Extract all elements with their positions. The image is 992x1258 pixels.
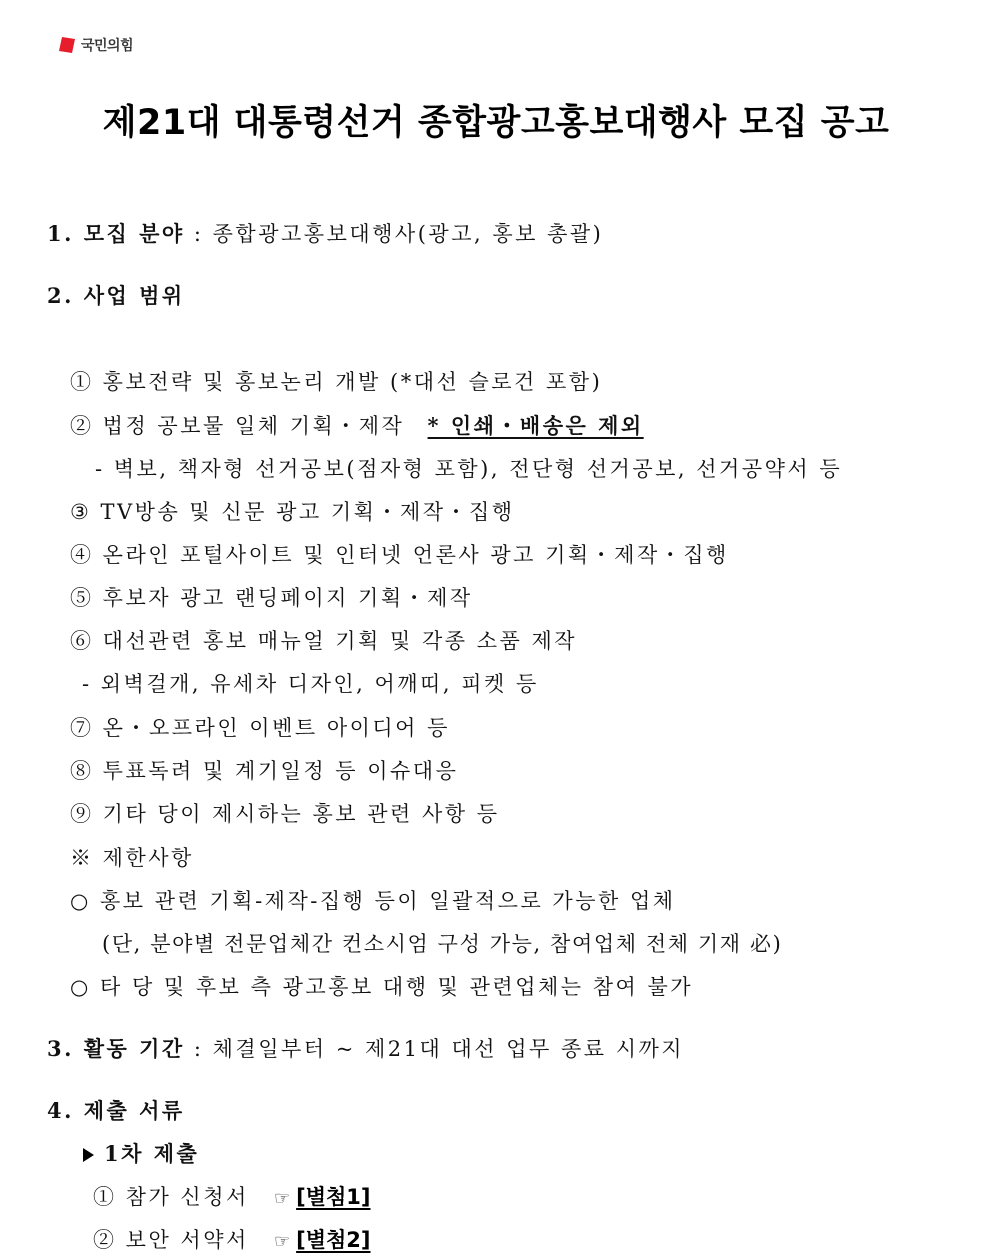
document-item-1-label: ① 참가 신청서 xyxy=(93,1185,249,1209)
restriction-heading: ※ 제한사항 xyxy=(70,846,194,870)
scope-item-2 xyxy=(70,412,644,440)
party-logo xyxy=(57,34,133,56)
section-heading: 1. 모집 분야 xyxy=(47,221,185,246)
first-submission-heading xyxy=(83,1140,199,1168)
scope-item-2-sub: - 벽보, 책자형 선거공보(점자형 포함), 전단형 선거공보, 선거공약서 등 xyxy=(95,457,843,481)
scope-item-2-text: ② 법정 공보물 일체 기획・제작 xyxy=(70,414,405,438)
party-logo-text: 국민의힘 xyxy=(81,38,134,54)
document-item-2 xyxy=(93,1226,371,1256)
pointing-hand-icon: ☞ xyxy=(273,1231,291,1252)
section-heading-scope: 2. 사업 범위 xyxy=(47,283,185,308)
scope-item-9: ⑨ 기타 당이 제시하는 홍보 관련 사항 등 xyxy=(70,802,500,826)
scope-item-6-sub: - 외벽걸개, 유세차 디자인, 어깨띠, 피켓 등 xyxy=(82,672,539,696)
scope-item-4: ④ 온라인 포털사이트 및 인터넷 언론사 광고 기획・제작・집행 xyxy=(70,543,729,567)
scope-item-3: ③ TV방송 및 신문 광고 기획・제작・집행 xyxy=(70,500,515,524)
attachment-link-2[interactable] xyxy=(274,1228,371,1252)
scope-item-2-note: * 인쇄・배송은 제외 xyxy=(427,413,644,438)
pointing-hand-icon: ☞ xyxy=(273,1188,291,1209)
triangle-bullet-icon xyxy=(83,1148,94,1162)
first-submission-label: 1차 제출 xyxy=(104,1141,200,1166)
restriction-item-2: ○ 타 당 및 후보 측 광고홍보 대행 및 관련업체는 참여 불가 xyxy=(70,975,694,999)
section-heading-documents: 4. 제출 서류 xyxy=(47,1098,185,1123)
page-title: 제21대 대통령선거 종합광고홍보대행사 모집 공고 xyxy=(102,103,890,143)
scope-item-6: ⑥ 대선관련 홍보 매뉴얼 기획 및 각종 소품 제작 xyxy=(70,629,578,653)
document-item-2-label: ② 보안 서약서 xyxy=(93,1228,249,1252)
scope-item-5: ⑤ 후보자 광고 랜딩페이지 기획・제작 xyxy=(70,586,473,610)
separator: : xyxy=(184,1037,213,1061)
scope-item-1: ① 홍보전략 및 홍보논리 개발 (*대선 슬로건 포함) xyxy=(70,370,603,394)
party-logo-icon xyxy=(57,35,77,55)
scope-item-7: ⑦ 온・오프라인 이벤트 아이디어 등 xyxy=(70,716,450,740)
separator: : xyxy=(184,222,213,246)
restriction-item-1-sub: (단, 분야별 전문업체간 컨소시엄 구성 가능, 참여업체 전체 기재 必) xyxy=(102,932,783,956)
document-item-1 xyxy=(93,1183,371,1213)
attachment-ref-2: [별첨2] xyxy=(296,1228,371,1252)
section-heading: 3. 활동 기간 xyxy=(47,1036,185,1061)
section-content: 체결일부터 ~ 제21대 대선 업무 종료 시까지 xyxy=(212,1037,685,1061)
section-recruit-field xyxy=(47,220,603,248)
section-content: 종합광고홍보대행사(광고, 홍보 총괄) xyxy=(212,222,604,246)
section-activity-period xyxy=(47,1035,684,1063)
attachment-link-1[interactable] xyxy=(274,1185,371,1209)
restriction-item-1: ○ 홍보 관련 기획-제작-집행 등이 일괄적으로 가능한 업체 xyxy=(70,889,676,913)
scope-item-8: ⑧ 투표독려 및 계기일정 등 이슈대응 xyxy=(70,759,459,783)
attachment-ref-1: [별첨1] xyxy=(296,1185,371,1209)
